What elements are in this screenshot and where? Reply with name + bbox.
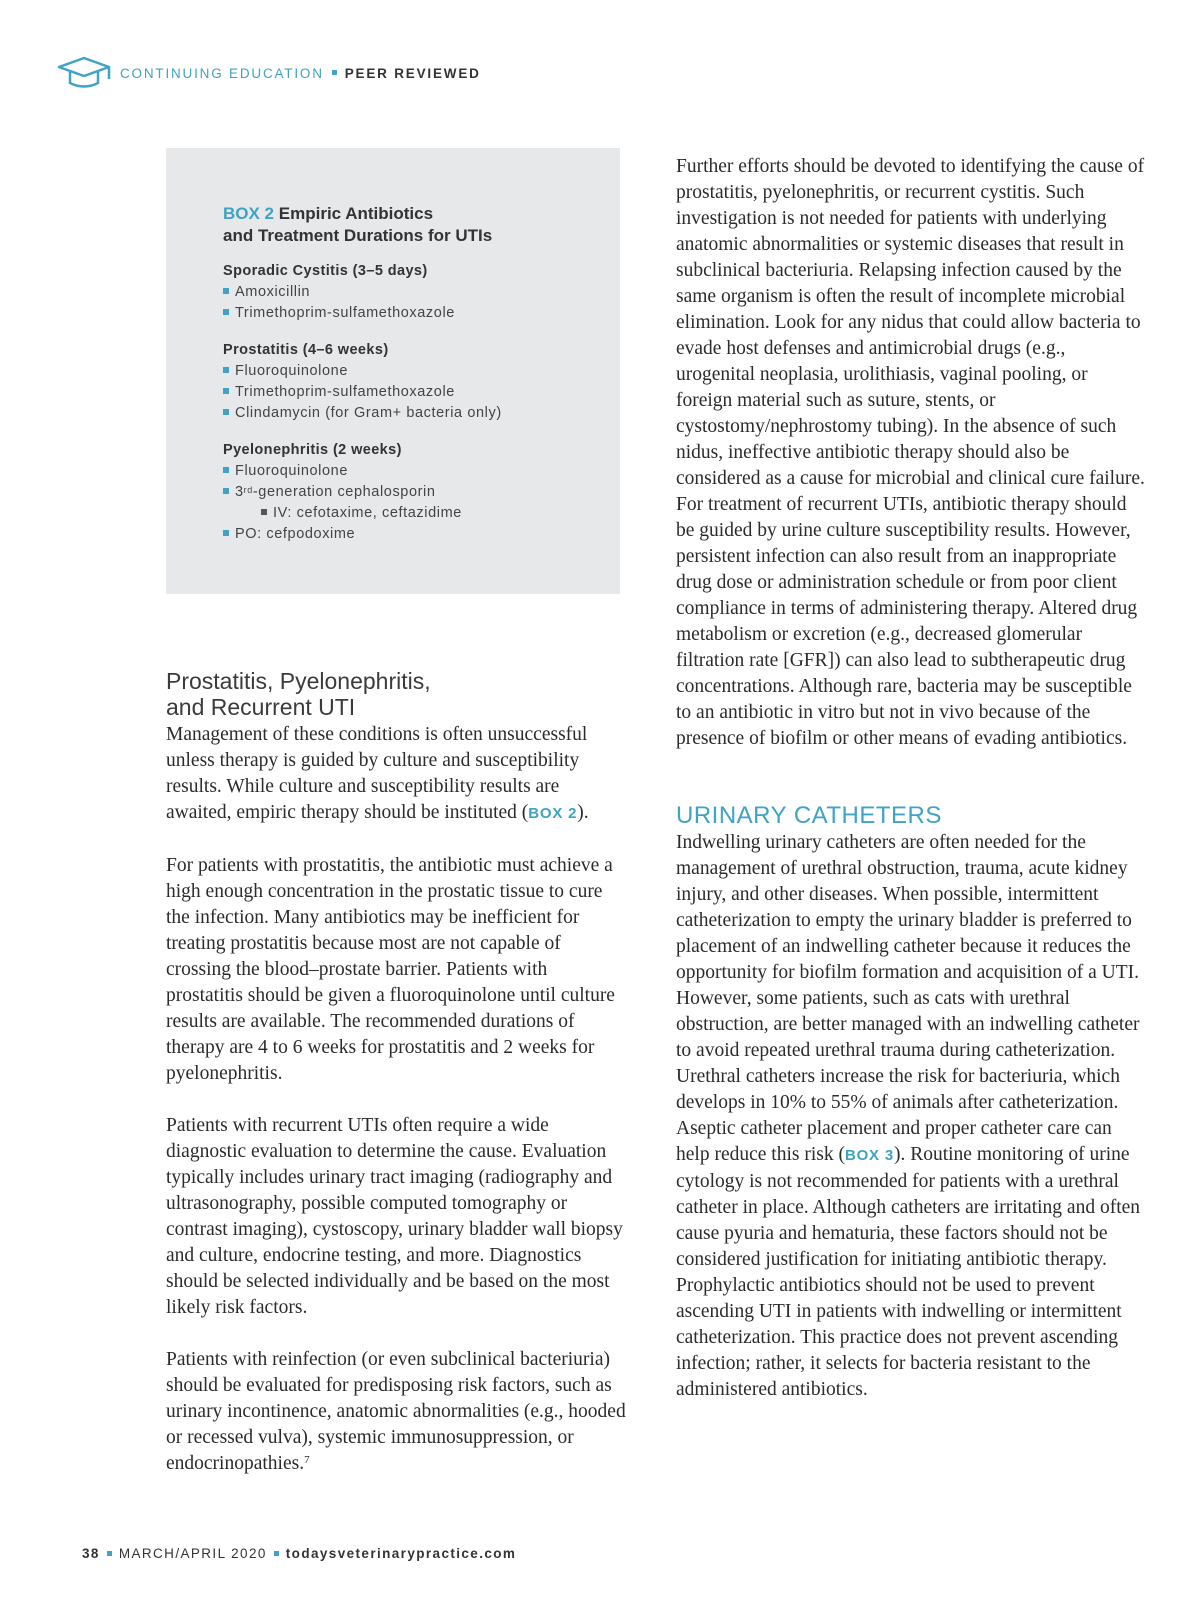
body-paragraph: Patients with recurrent UTIs often require a wide diagnostic evaluation to determine the cause. Evaluation typically includes urinary tract imaging (radiography and ultrasonography, possible computed tomography or contrast imaging), cystoscopy, urinary bladder wall biopsy and culture, endocrine testing, and more. Diagnostics should be selected individually and be based on the most likely risk factors. — [166, 1115, 623, 1318]
bullet-separator — [332, 70, 337, 75]
header-category: CONTINUING EDUCATION — [120, 65, 324, 81]
box-title-line2: and Treatment Durations for UTIs — [223, 226, 493, 245]
header-review: PEER REVIEWED — [344, 65, 481, 81]
bullet-square-icon — [223, 288, 229, 294]
box-label: BOX 2 — [223, 204, 275, 223]
box-section-heading: Pyelonephritis (2 weeks) — [223, 442, 402, 458]
box-2-reference-link[interactable]: BOX 2 — [528, 805, 578, 822]
box-title — [223, 203, 610, 247]
bullet-square-icon — [223, 388, 229, 394]
list-item: 3rd-generation cephalosporin — [223, 482, 610, 503]
list-item: Amoxicillin — [223, 282, 610, 303]
bullet-square-icon — [223, 530, 229, 536]
body-paragraph: Management of these conditions is often unsuccessful unless therapy is guided by culture and susceptibility results. While culture and susceptibility results are awaited, empiric therapy should be instituted (BOX 2). — [166, 724, 589, 823]
box-section-heading: Prostatitis (4–6 weeks) — [223, 342, 389, 358]
running-header — [56, 55, 481, 91]
body-paragraph: For patients with prostatitis, the antibiotic must achieve a high enough concentration in the prostatic tissue to cure the infection. Many antibiotics may be inefficient for treating prostatitis because most are not capable of crossing the blood–prostate barrier. Patients with prostatitis should be given a fluoroquinolone until culture results are available. The recommended durations of therapy are 4 to 6 weeks for prostatitis and 2 weeks for pyelonephritis. — [166, 855, 615, 1084]
box-3-reference-link[interactable]: BOX 3 — [844, 1147, 894, 1164]
box-2-sidebar — [166, 148, 620, 594]
box-section-heading: Sporadic Cystitis (3–5 days) — [223, 263, 428, 279]
bullet-square-icon — [223, 488, 229, 494]
box-title-line1: Empiric Antibiotics — [278, 204, 434, 223]
page-number: 38 — [82, 1546, 100, 1561]
body-paragraph: Indwelling urinary catheters are often needed for the management of urethral obstruction, trauma, acute kidney injury, and other diseases. When possible, intermittent catheterization to empty the urinary bladder is preferred to placement of an indwelling catheter because it reduces the opportunity for biofilm formation and acquisition of a UTI. However, some patients, such as cats with urethral obstruction, are better managed with an indwelling catheter to avoid repeated urethral trauma during catheterization. Urethral catheters increase the risk for bacteriuria, which develops in 10% to 55% of animals after catheterization. Aseptic catheter placement and proper catheter care can help reduce this risk (BOX 3). Routine monitoring of urine cytology is not recommended for patients with a urethral catheter in place. Although catheters are irritating and often cause pyuria and hematuria, these factors should not be considered justification for initiating antibiotic therapy. Prophylactic antibiotics should not be used to prevent ascending UTI in patients with indwelling or intermittent catheterization. This practice does not prevent ascending infection; rather, it selects for bacteria resistant to the administered antibiotics. — [676, 832, 1141, 1400]
page-footer — [82, 1546, 516, 1561]
website-link[interactable]: todaysveterinarypractice.com — [285, 1546, 517, 1561]
bullet-square-icon — [223, 467, 229, 473]
bullet-square-icon — [223, 309, 229, 315]
bullet-square-icon — [223, 367, 229, 373]
bullet-separator — [274, 1551, 279, 1556]
list-item: Trimethoprim-sulfamethoxazole — [223, 382, 610, 403]
left-column — [166, 668, 626, 1477]
body-paragraph: Further efforts should be devoted to identifying the cause of prostatitis, pyelonephritis, or recurrent cystitis. Such investigation is not needed for patients with underlying anatomic abnormalities or systemic diseases that result in subclinical bacteriuria. Relapsing infection caused by the same organism is often the result of incomplete microbial elimination. Look for any nidus that could allow bacteria to evade host defenses and antimicrobial drugs (e.g., urogenital neoplasia, urolithiasis, vaginal pooling, or foreign material such as suture, stents, or cystostomy/nephrostomy tubing). In the absence of such nidus, ineffective antibiotic therapy should also be considered as a cause for microbial and clinical cure failure. For treatment of recurrent UTIs, antibiotic therapy should be guided by urine culture susceptibility results. However, persistent infection can also result from an inappropriate drug dose or administration schedule or from poor client compliance in terms of administering therapy. Altered drug metabolism or excretion (e.g., decreased glomerular filtration rate [GFR]) can also lead to subtherapeutic drug concentrations. Although rare, bacteria may be susceptible to an antibiotic in vitro but not in vivo because of the presence of biofilm or other means of evading antibiotics. — [676, 156, 1145, 749]
list-item: Clindamycin (for Gram+ bacteria only) — [223, 403, 610, 424]
section-heading: Prostatitis, Pyelonephritis, and Recurrent UTI — [166, 668, 431, 720]
list-item: Fluoroquinolone — [223, 461, 610, 482]
section-heading-urinary-catheters: URINARY CATHETERS — [676, 802, 942, 829]
list-sub-item: IV: cefotaxime, ceftazidime — [223, 503, 610, 524]
right-column — [676, 154, 1146, 1403]
body-paragraph: Patients with reinfection (or even subclinical bacteriuria) should be evaluated for predisposing risk factors, such as urinary incontinence, anatomic abnormalities (e.g., hooded or recessed vulva), systemic immunosuppression, or endocrinopathies.$^7$ — [166, 1349, 626, 1474]
list-item: PO: cefpodoxime — [223, 524, 610, 545]
list-item: Fluoroquinolone — [223, 361, 610, 382]
issue-date: MARCH/APRIL 2020 — [118, 1546, 267, 1561]
citation-superscript: 7 — [304, 1454, 310, 1466]
list-item: Trimethoprim-sulfamethoxazole — [223, 303, 610, 324]
bullet-square-icon — [261, 509, 267, 515]
bullet-separator — [107, 1551, 112, 1556]
bullet-square-icon — [223, 409, 229, 415]
graduation-cap-icon — [56, 55, 112, 91]
